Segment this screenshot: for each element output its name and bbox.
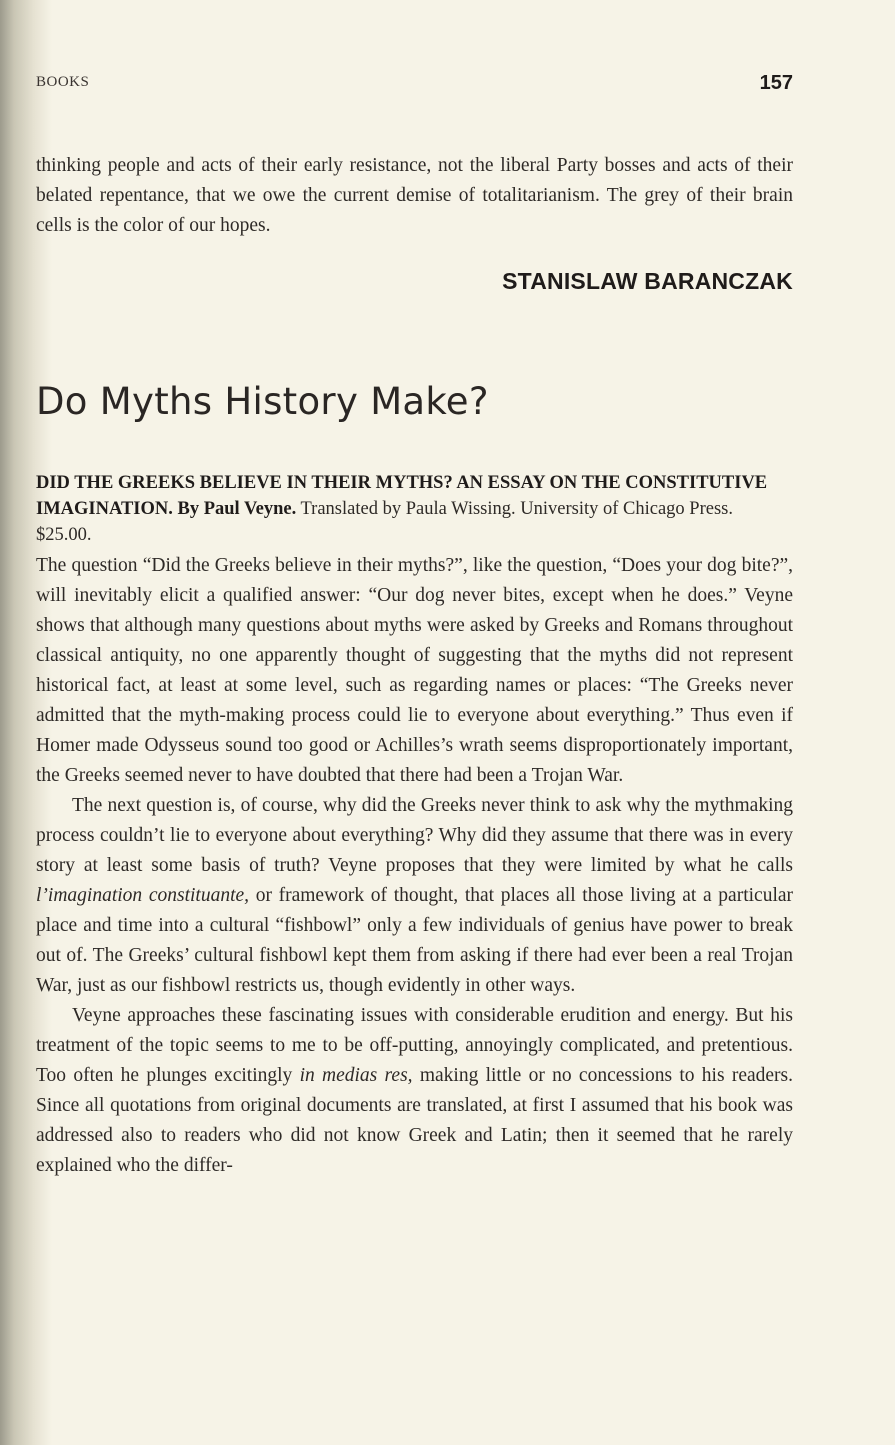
book-citation — [36, 470, 793, 548]
review-paragraph-2 — [36, 791, 793, 1001]
previous-review-closing — [36, 151, 793, 241]
section-label: BOOKS — [36, 74, 90, 90]
review-body — [36, 551, 793, 1181]
paragraph-2-text-a: The next question is, of course, why did the Greeks never think to ask why the mythmaking process couldn’t lie to everyone about everything? Why did they assume that there was in every story at least some basis of truth? Veyne proposes that they were limited by what he calls — [36, 795, 793, 876]
review-title: Do Myths History Make? — [36, 380, 489, 423]
running-head — [36, 74, 793, 100]
review-paragraph-3 — [36, 1001, 793, 1181]
previous-review-author: STANISLAW BARANCZAK — [502, 268, 793, 294]
paragraph-2-term: l’imagination constituante, — [36, 885, 250, 906]
paragraph-3-text-b: making little or no concessions to his readers. Since all quotations from original documents are translated, at first I assumed that his book was addressed also to readers who did not know Greek and Latin; then it seemed that he rarely explained who the differ- — [36, 1065, 794, 1176]
book-author: By Paul Veyne. — [177, 499, 297, 519]
review-paragraph-1: The question “Did the Greeks believe in their myths?”, like the question, “Does your dog bite?”, will inevitably elicit a qualified answer: “Our dog never bites, except when he does.” Veyne shows that although many questions about myths were asked by Greeks and Romans throughout classical antiquity, no one apparently thought of suggesting that the myths did not represent historical fact, at least at some level, such as regarding names or places: “The Greeks never admitted that the myth-making process could lie to everyone about everything.” Thus even if Homer made Odysseus sound too good or Achilles’s wrath seems disproportionately important, the Greeks seemed never to have doubted that there had been a Trojan War. — [36, 555, 793, 786]
page-number: 157 — [759, 72, 793, 94]
closing-paragraph: thinking people and acts of their early resistance, not the liberal Party bosses and acts of their belated repentance, that we owe the current demise of totalitarianism. The grey of their brain cells is the color of our hopes. — [36, 155, 793, 236]
book-publication: Translated by Paula Wissing. University of Chicago Press. $25.00. — [36, 499, 733, 545]
book-title: DID THE GREEKS BELIEVE IN THEIR MYTHS? AN ESSAY ON THE CONSTITUTIVE IMAGINATION. — [36, 473, 768, 519]
paragraph-3-term: in medias res, — [299, 1065, 413, 1086]
paragraph-3-text-a: Veyne approaches these fascinating issues with considerable erudition and energy. But his treatment of the topic seems to me to be off-putting, annoyingly complicated, and pretentious. Too often he plunges excitingly — [36, 1005, 793, 1086]
paragraph-2-text-b: or framework of thought, that places all those living at a particular place and time into a cultural “fishbowl” only a few individuals of genius have power to break out of. The Greeks’ cultural fishbowl kept them from asking if there had ever been a real Trojan War, just as our fishbowl restricts us, though evidently in other ways. — [36, 885, 794, 996]
